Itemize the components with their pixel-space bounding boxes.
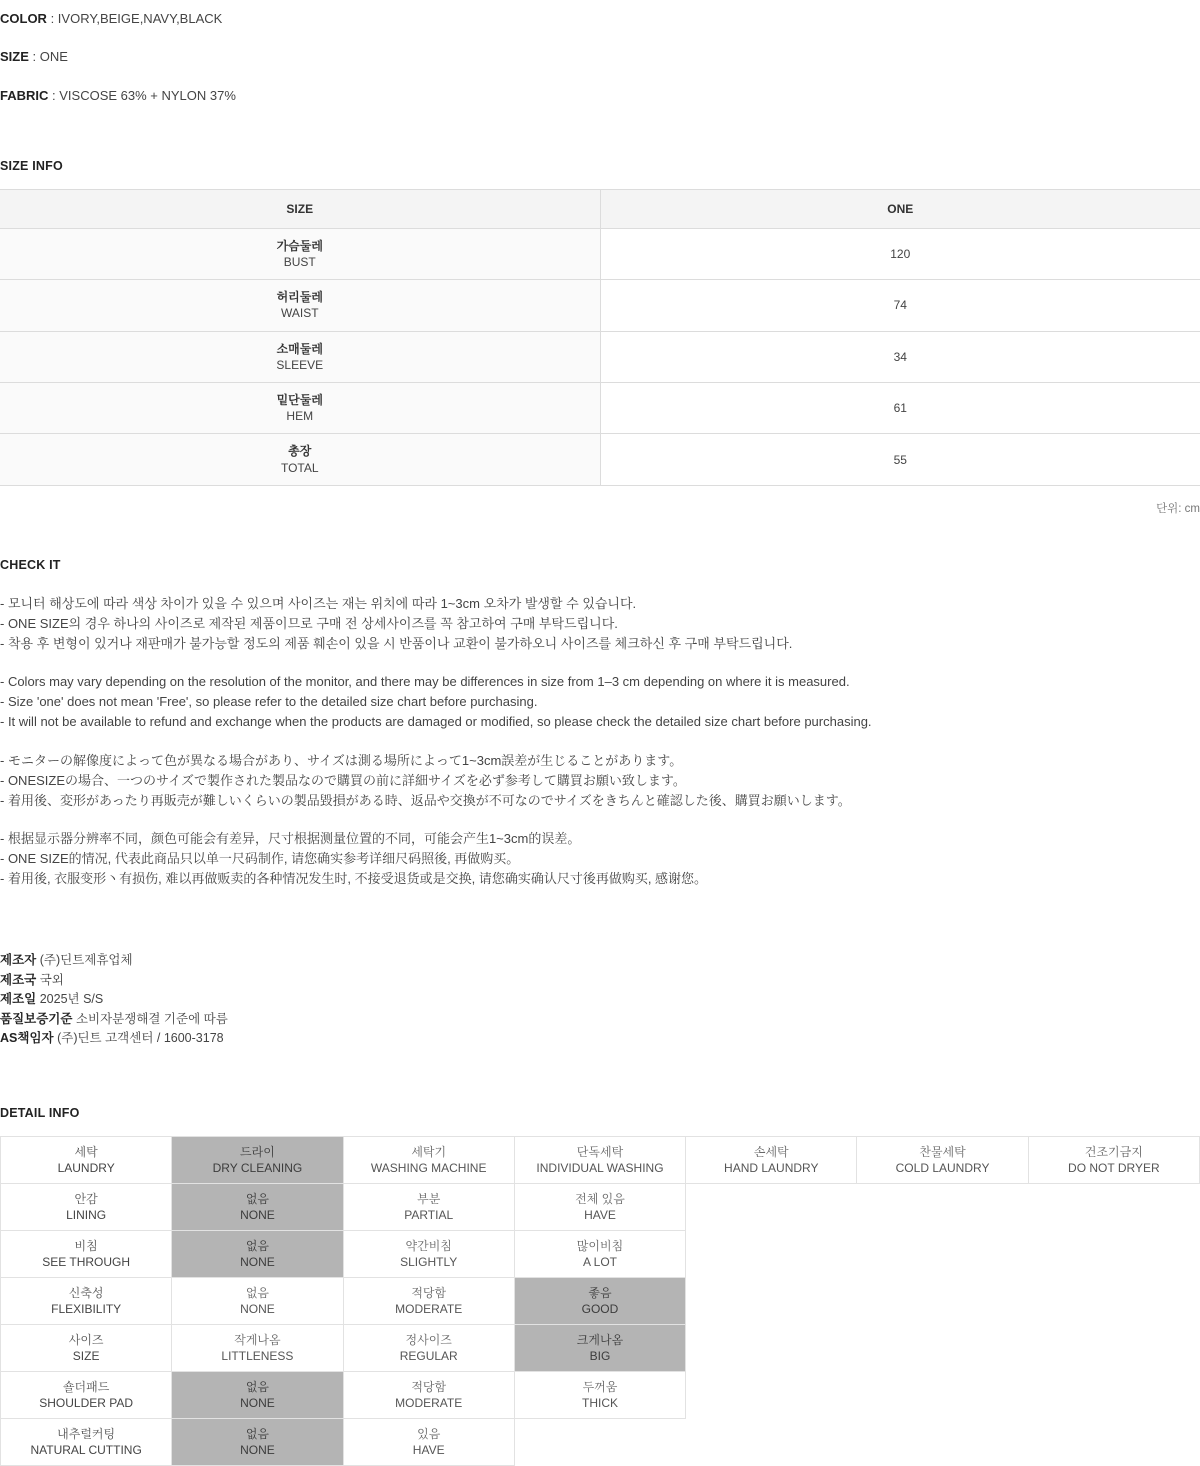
detail-head-en: SHOULDER PAD xyxy=(39,1396,134,1411)
detail-empty-cell xyxy=(686,1419,857,1466)
maker-line-warranty xyxy=(0,1010,1200,1029)
detail-option-see-through-a-lot[interactable] xyxy=(514,1231,685,1278)
detail-option-ko: 드라이 xyxy=(240,1145,275,1160)
maker-value: 소비자분쟁해결 기준에 따름 xyxy=(75,1011,228,1026)
detail-head-en: SIZE xyxy=(72,1349,100,1364)
maker-key: AS책임자 xyxy=(0,1030,54,1045)
check-line: - It will not be available to refund and exchange when the products are damaged or modified, so please check the detailed size chart before purchasing. xyxy=(0,714,872,730)
check-line: - 着用後、変形があったり再販売が難しいくらいの製品毀損がある時、返品や交換が不可なのでサイズをきちんと確認した後、購買お願いします。 xyxy=(0,792,851,808)
check-line: - 根据显示器分辨率不同，颜色可能会有差异，尺寸根据测量位置的不同，可能会产生1~3cm的误差。 xyxy=(0,831,581,847)
detail-option-shoulder-pad-moderate[interactable] xyxy=(343,1372,514,1419)
detail-option-natural-cutting-none[interactable] xyxy=(172,1419,343,1466)
table-row xyxy=(0,280,1200,331)
spec-key-fabric: FABRIC xyxy=(0,87,49,103)
detail-empty-cell xyxy=(857,1184,1028,1231)
detail-option-ko: 좋음 xyxy=(588,1286,612,1301)
detail-option-en: HAVE xyxy=(584,1208,616,1223)
maker-line-as-contact xyxy=(0,1029,1200,1048)
size-row-value-sleeve: 34 xyxy=(600,331,1200,382)
maker-line-manufacturer xyxy=(0,951,1200,970)
detail-option-en: REGULAR xyxy=(399,1349,458,1364)
detail-row-head-laundry xyxy=(1,1137,172,1184)
detail-option-en: COLD LAUNDRY xyxy=(895,1161,990,1176)
check-paragraph-ja xyxy=(0,751,1200,811)
detail-option-en: A LOT xyxy=(582,1255,617,1270)
detail-option-en: PARTIAL xyxy=(404,1208,454,1223)
product-spec-block xyxy=(0,0,1200,103)
detail-option-en: DO NOT DRYER xyxy=(1068,1161,1160,1176)
detail-option-ko: 정사이즈 xyxy=(405,1333,452,1348)
detail-info-heading: DETAIL INFO xyxy=(0,1106,80,1121)
detail-head-ko: 숄더패드 xyxy=(62,1380,110,1395)
table-row xyxy=(0,383,1200,434)
detail-option-lining-partial[interactable] xyxy=(343,1184,514,1231)
table-row xyxy=(1,1137,1200,1184)
size-row-value-waist: 74 xyxy=(600,280,1200,331)
size-row-value-bust: 120 xyxy=(600,228,1200,279)
check-paragraph-en xyxy=(0,672,1200,732)
detail-option-ko: 건조기금지 xyxy=(1084,1145,1143,1160)
detail-head-en: NATURAL CUTTING xyxy=(30,1443,142,1458)
detail-option-see-through-slightly[interactable] xyxy=(343,1231,514,1278)
detail-empty-cell xyxy=(686,1372,857,1419)
check-paragraph-ko xyxy=(0,594,1200,654)
size-row-label-en: BUST xyxy=(283,255,316,270)
detail-option-en: DRY CLEANING xyxy=(212,1161,303,1176)
detail-empty-cell xyxy=(686,1325,857,1372)
detail-option-ko: 약간비침 xyxy=(405,1239,452,1254)
spec-line-color xyxy=(0,12,1200,26)
size-table-col-one: ONE xyxy=(600,189,1200,228)
detail-option-en: MODERATE xyxy=(395,1302,463,1317)
maker-key: 제조일 xyxy=(0,992,37,1007)
detail-option-ko: 크게나옴 xyxy=(576,1333,624,1348)
detail-option-ko: 단독세탁 xyxy=(576,1145,624,1160)
size-row-label-total xyxy=(0,434,600,485)
spec-value-color: : IVORY,BEIGE,NAVY,BLACK xyxy=(50,11,223,26)
detail-option-en: LITTLENESS xyxy=(221,1349,294,1364)
size-info-heading: SIZE INFO xyxy=(0,158,63,173)
detail-row-head-lining xyxy=(1,1184,172,1231)
check-line: - 착용 후 변형이 있거나 재판매가 불가능할 정도의 제품 훼손이 있을 시 반품이나 교환이 불가하오니 사이즈를 체크하신 후 구매 부탁드립니다. xyxy=(0,636,793,652)
table-row xyxy=(1,1184,1200,1231)
detail-empty-cell xyxy=(1028,1231,1199,1278)
check-line: - Colors may vary depending on the resolution of the monitor, and there may be differences in size from 1–3 cm depending on where it is measured. xyxy=(0,674,850,690)
detail-empty-cell xyxy=(857,1372,1028,1419)
check-it-section xyxy=(0,558,1200,890)
detail-option-en: SLIGHTLY xyxy=(400,1255,458,1270)
detail-empty-cell xyxy=(857,1278,1028,1325)
detail-info-section xyxy=(0,1106,1200,1466)
detail-row-head-see-through xyxy=(1,1231,172,1278)
detail-option-en: NONE xyxy=(240,1208,275,1223)
table-row xyxy=(0,434,1200,485)
detail-option-en: GOOD xyxy=(581,1302,619,1317)
table-row xyxy=(1,1231,1200,1278)
detail-option-ko: 작게나옴 xyxy=(234,1333,281,1348)
size-row-label-bust xyxy=(0,228,600,279)
detail-head-ko: 비침 xyxy=(74,1239,98,1254)
check-line: - 모니터 해상도에 따라 색상 차이가 있을 수 있으며 사이즈는 재는 위치에 따라 1~3cm 오차가 발생할 수 있습니다. xyxy=(0,595,637,611)
detail-empty-cell xyxy=(686,1184,857,1231)
table-row xyxy=(0,228,1200,279)
detail-empty-cell xyxy=(514,1419,685,1466)
detail-option-ko: 많이비침 xyxy=(576,1239,624,1254)
detail-option-flexibility-none[interactable] xyxy=(172,1278,343,1325)
table-row xyxy=(1,1278,1200,1325)
detail-option-do-not-dryer[interactable] xyxy=(1028,1137,1199,1184)
detail-option-ko: 없음 xyxy=(245,1239,270,1254)
detail-option-en: THICK xyxy=(581,1396,618,1411)
spec-key-color: COLOR xyxy=(0,11,47,26)
maker-value: (주)딘트 고객센터 / 1600-3178 xyxy=(57,1030,224,1045)
detail-option-en: WASHING MACHINE xyxy=(370,1161,487,1176)
detail-option-cold-laundry[interactable] xyxy=(857,1137,1028,1184)
detail-info-table xyxy=(0,1136,1200,1466)
size-row-label-en: SLEEVE xyxy=(276,357,324,372)
detail-table-body xyxy=(1,1137,1200,1466)
table-row xyxy=(0,331,1200,382)
size-row-label-hem xyxy=(0,383,600,434)
maker-line-date xyxy=(0,990,1200,1009)
maker-key: 제조자 xyxy=(0,953,37,968)
check-line: - ONE SIZE的情况, 代表此商品只以单一尺码制作, 请您确实参考详细尺码照後, 再做购买。 xyxy=(0,851,520,867)
detail-head-en: LINING xyxy=(66,1208,107,1223)
detail-head-ko: 신축성 xyxy=(68,1286,104,1301)
detail-head-ko: 세탁 xyxy=(74,1145,98,1160)
spec-key-size: SIZE xyxy=(0,49,29,65)
detail-head-en: LAUNDRY xyxy=(57,1161,115,1176)
size-row-value-hem: 61 xyxy=(600,383,1200,434)
detail-option-en: NONE xyxy=(240,1443,275,1458)
detail-option-ko: 없음 xyxy=(245,1192,270,1207)
detail-head-en: FLEXIBILITY xyxy=(51,1302,122,1317)
maker-value: 2025년 S/S xyxy=(39,992,104,1007)
size-row-label-ko: 소매둘레 xyxy=(276,341,323,356)
size-row-label-ko: 허리둘레 xyxy=(276,290,323,305)
detail-option-en: HAND LAUNDRY xyxy=(724,1161,819,1176)
spec-line-fabric xyxy=(0,89,1200,103)
detail-empty-cell xyxy=(857,1419,1028,1466)
size-info-table xyxy=(0,189,1200,486)
size-row-value-total: 55 xyxy=(600,434,1200,485)
size-row-label-ko: 총장 xyxy=(288,444,312,459)
detail-option-hand-laundry[interactable] xyxy=(686,1137,857,1184)
detail-option-size-littleness[interactable] xyxy=(172,1325,343,1372)
detail-option-en: BIG xyxy=(589,1349,611,1364)
detail-empty-cell xyxy=(686,1278,857,1325)
detail-option-individual-washing[interactable] xyxy=(514,1137,685,1184)
detail-head-ko: 사이즈 xyxy=(68,1333,104,1348)
detail-option-natural-cutting-have[interactable] xyxy=(343,1419,514,1466)
detail-empty-cell xyxy=(1028,1325,1199,1372)
size-table-col-size: SIZE xyxy=(0,189,600,228)
detail-empty-cell xyxy=(1028,1184,1199,1231)
detail-option-ko: 있음 xyxy=(417,1427,441,1442)
table-header-row xyxy=(0,189,1200,228)
maker-line-country xyxy=(0,971,1200,990)
detail-option-ko: 부분 xyxy=(417,1192,441,1207)
table-row xyxy=(1,1325,1200,1372)
spec-value-size: : ONE xyxy=(32,49,68,65)
detail-row-head-shoulder-pad xyxy=(1,1372,172,1419)
detail-option-dry-cleaning[interactable] xyxy=(172,1137,343,1184)
detail-option-ko: 적당함 xyxy=(411,1286,447,1301)
detail-option-washing-machine[interactable] xyxy=(343,1137,514,1184)
detail-option-flexibility-good[interactable] xyxy=(514,1278,685,1325)
size-row-label-en: TOTAL xyxy=(280,460,319,475)
detail-option-ko: 없음 xyxy=(245,1286,270,1301)
detail-option-en: MODERATE xyxy=(395,1396,463,1411)
detail-empty-cell xyxy=(1028,1372,1199,1419)
detail-row-head-natural-cutting xyxy=(1,1419,172,1466)
check-line: - ONESIZEの場合、一つのサイズで製作された製品なので購買の前に詳細サイズを必ず参考して購買お願い致します。 xyxy=(0,772,686,788)
detail-empty-cell xyxy=(857,1325,1028,1372)
check-it-heading: CHECK IT xyxy=(0,557,61,572)
check-line: - Size 'one' does not mean 'Free', so please refer to the detailed size chart before purchasing. xyxy=(0,694,538,710)
detail-row-head-size xyxy=(1,1325,172,1372)
detail-option-ko: 찬물세탁 xyxy=(919,1145,966,1160)
detail-option-size-regular[interactable] xyxy=(343,1325,514,1372)
detail-option-lining-none[interactable] xyxy=(172,1184,343,1231)
detail-option-ko: 없음 xyxy=(245,1427,270,1442)
size-table-head xyxy=(0,189,1200,228)
detail-option-ko: 전체 있음 xyxy=(575,1192,625,1207)
check-line: - 着用後, 衣服变形丶有损伤, 难以再做贩卖的各种情况发生时, 不接受退货或是交换, 请您确实确认尺寸後再做购买, 感谢您。 xyxy=(0,871,708,887)
spec-line-size xyxy=(0,50,1200,64)
detail-head-ko: 내추럴커팅 xyxy=(57,1427,116,1442)
detail-option-see-through-none[interactable] xyxy=(172,1231,343,1278)
detail-option-flexibility-moderate[interactable] xyxy=(343,1278,514,1325)
detail-head-en: SEE THROUGH xyxy=(42,1255,131,1270)
detail-option-ko: 손세탁 xyxy=(753,1145,789,1160)
size-row-label-sleeve xyxy=(0,331,600,382)
detail-option-ko: 두꺼움 xyxy=(582,1380,618,1395)
detail-option-shoulder-pad-thick[interactable] xyxy=(514,1372,685,1419)
size-row-label-en: HEM xyxy=(286,409,314,424)
table-row xyxy=(1,1372,1200,1419)
size-row-label-waist xyxy=(0,280,600,331)
maker-value: (주)딘트제휴업체 xyxy=(39,953,133,968)
detail-option-ko: 없음 xyxy=(245,1380,270,1395)
spec-value-fabric: : VISCOSE 63% + NYLON 37% xyxy=(52,87,236,103)
detail-empty-cell xyxy=(686,1231,857,1278)
size-info-section xyxy=(0,159,1200,516)
manufacturer-info-block xyxy=(0,951,1200,1048)
detail-option-ko: 세탁기 xyxy=(411,1145,447,1160)
detail-empty-cell xyxy=(1028,1278,1199,1325)
size-row-label-en: WAIST xyxy=(280,306,319,321)
detail-option-en: NONE xyxy=(240,1255,275,1270)
size-table-body xyxy=(0,228,1200,485)
size-unit-note: 단위: cm xyxy=(1156,502,1200,515)
check-paragraph-zh xyxy=(0,829,1200,889)
detail-option-size-big[interactable] xyxy=(514,1325,685,1372)
maker-key: 품질보증기준 xyxy=(0,1011,73,1026)
detail-empty-cell xyxy=(1028,1419,1199,1466)
detail-empty-cell xyxy=(857,1231,1028,1278)
detail-option-en: NONE xyxy=(240,1302,275,1317)
size-row-label-ko: 밑단둘레 xyxy=(276,393,323,408)
detail-option-en: HAVE xyxy=(412,1443,445,1458)
detail-row-head-flexibility xyxy=(1,1278,172,1325)
check-line: - ONE SIZE의 경우 하나의 사이즈로 제작된 제품이므로 구매 전 상세사이즈를 꼭 참고하여 구매 부탁드립니다. xyxy=(0,615,618,631)
detail-option-en: NONE xyxy=(240,1396,275,1411)
detail-option-ko: 적당함 xyxy=(411,1380,447,1395)
detail-option-shoulder-pad-none[interactable] xyxy=(172,1372,343,1419)
detail-head-ko: 안감 xyxy=(74,1192,98,1207)
table-row xyxy=(1,1419,1200,1466)
check-line: - モニターの解像度によって色が異なる場合があり、サイズは測る場所によって1~3cm誤差が生じることがあります。 xyxy=(0,752,683,768)
maker-value: 국외 xyxy=(39,972,64,987)
maker-key: 제조국 xyxy=(0,972,37,987)
detail-option-en: INDIVIDUAL WASHING xyxy=(536,1161,664,1176)
size-row-label-ko: 가슴둘레 xyxy=(276,238,323,253)
detail-option-lining-have[interactable] xyxy=(514,1184,685,1231)
